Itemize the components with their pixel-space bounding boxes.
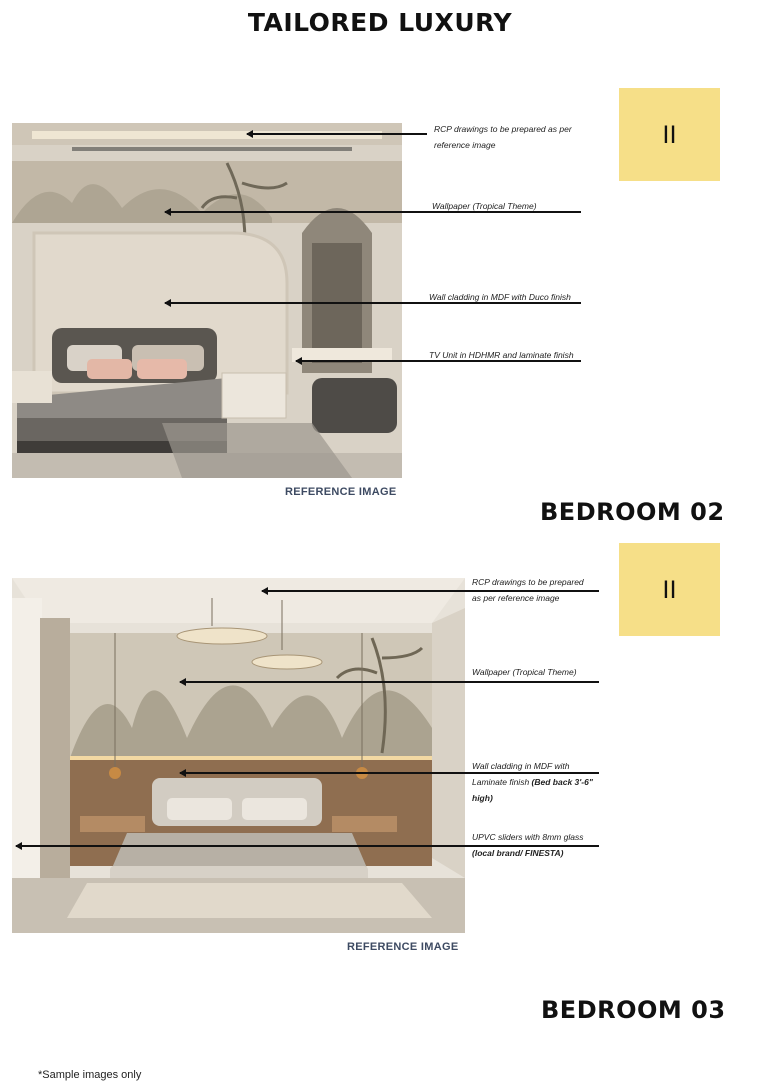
- leader-line: [247, 133, 427, 135]
- bedroom-03-reference-image: [12, 578, 465, 933]
- note-tv-unit: TV Unit in HDHMR and laminate finish: [429, 350, 574, 360]
- section-badge: II: [619, 543, 720, 636]
- note-wall-cladding: [472, 758, 594, 806]
- note-wall-cladding: Wall cladding in MDF with Duco finish: [429, 292, 571, 302]
- note-emphasis: (local brand/ FINESTA): [472, 848, 564, 858]
- leader-line: [296, 360, 581, 362]
- leader-line: [180, 681, 599, 683]
- leader-line: [180, 772, 599, 774]
- note-text: UPVC sliders with 8mm glass: [472, 832, 584, 842]
- note-emphasis: (Bed back 3'-6" high): [472, 777, 593, 803]
- note-wallpaper: Wallpaper (Tropical Theme): [472, 667, 577, 677]
- reference-image-label: REFERENCE IMAGE: [347, 941, 459, 953]
- leader-line: [165, 211, 581, 213]
- room-title-bedroom-02: BEDROOM 02: [540, 498, 725, 526]
- note-rcp-drawings: RCP drawings to be prepared as per reference image: [434, 124, 572, 150]
- note-wallpaper: Wallpaper (Tropical Theme): [432, 201, 537, 211]
- leader-line: [165, 302, 581, 304]
- leader-line: [262, 590, 599, 592]
- page-title: TAILORED LUXURY: [247, 8, 513, 37]
- bedroom-02-reference-image: [12, 123, 402, 478]
- leader-line: [16, 845, 599, 847]
- reference-image-label: REFERENCE IMAGE: [285, 486, 397, 498]
- footnote: *Sample images only: [38, 1069, 142, 1081]
- note-rcp-drawings: RCP drawings to be prepared as per reference image: [472, 577, 584, 603]
- section-badge: II: [619, 88, 720, 181]
- note-text: Wall cladding in MDF with Laminate finish: [472, 761, 570, 787]
- room-title-bedroom-03: BEDROOM 03: [541, 996, 726, 1024]
